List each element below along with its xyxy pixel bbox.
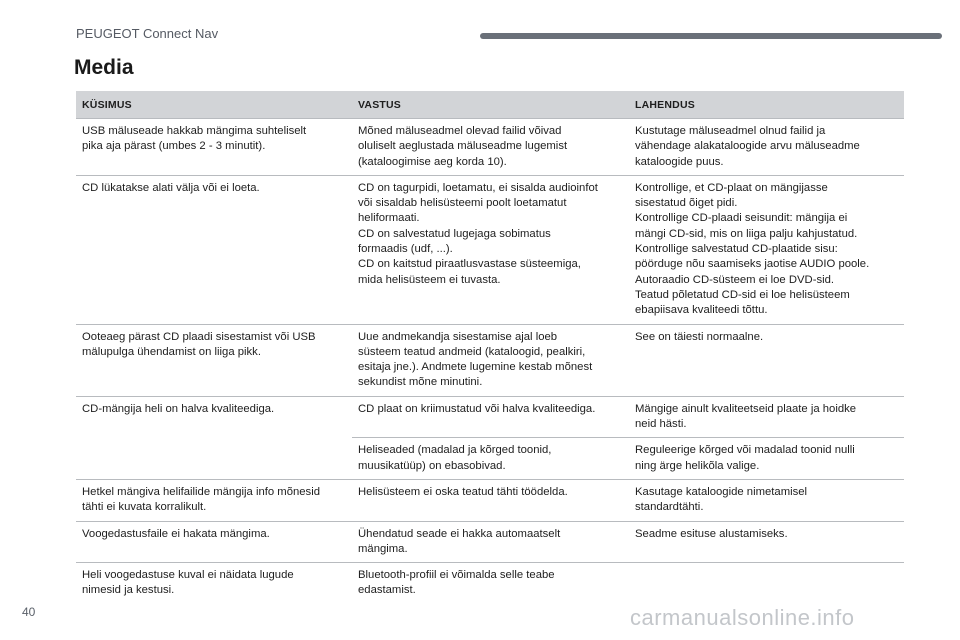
answer-cell bbox=[352, 119, 629, 176]
cell-text-line: pika aja pärast (umbes 2 - 3 minutit). bbox=[82, 140, 266, 153]
solution-cell bbox=[629, 175, 904, 324]
cell-text-line: CD on salvestatud lugejaga sobimatus bbox=[358, 227, 551, 240]
cell-text-line: CD on tagurpidi, loetamatu, ei sisalda audioinfot bbox=[358, 181, 598, 194]
cell-text-line: mälupulga ühendamist on liiga pikk. bbox=[82, 345, 261, 358]
question-cell bbox=[76, 563, 352, 604]
answer-cell bbox=[352, 396, 629, 438]
cell-text-line: Kontrollige, et CD-plaat on mängijasse bbox=[635, 181, 828, 194]
cell-text-line: CD lükatakse alati välja või ei loeta. bbox=[82, 181, 260, 194]
cell-text-line: ning ärge helikõla valige. bbox=[635, 459, 760, 472]
cell-text-line: Hetkel mängiva helifailide mängija info mõnesid bbox=[82, 485, 320, 498]
cell-text-line: pöörduge nõu saamiseks jaotise AUDIO poole. bbox=[635, 258, 870, 271]
solution-cell bbox=[629, 119, 904, 176]
table-row bbox=[76, 521, 904, 563]
cell-text-line: vähendage alakataloogide arvu mäluseadme bbox=[635, 140, 860, 153]
cell-text-line: tähti ei kuvata korralikult. bbox=[82, 501, 207, 514]
solution-cell bbox=[629, 521, 904, 563]
watermark: carmanualsonline.info bbox=[630, 605, 855, 630]
cell-text-line: kataloogide puus. bbox=[635, 155, 724, 168]
cell-text-line: Ooteaeg pärast CD plaadi sisestamist või USB bbox=[82, 330, 316, 343]
answer-cell bbox=[352, 324, 629, 396]
cell-text-line: mängi CD-sid, mis on liiga palju kahjustatud. bbox=[635, 227, 858, 240]
question-cell bbox=[76, 324, 352, 396]
cell-text-line: CD plaat on kriimustatud või halva kvaliteediga. bbox=[358, 402, 596, 415]
question-cell bbox=[76, 521, 352, 563]
header-bar bbox=[480, 33, 942, 39]
page-number: 40 bbox=[22, 605, 36, 619]
cell-text-line: mida helisüsteem ei tuvasta. bbox=[358, 273, 501, 286]
question-cell bbox=[76, 175, 352, 324]
question-cell bbox=[76, 438, 352, 480]
cell-text-line: Seadme esituse alustamiseks. bbox=[635, 527, 788, 540]
cell-text-line: Kontrollige salvestatud CD-plaatide sisu: bbox=[635, 243, 838, 256]
cell-text-line: Uue andmekandja sisestamise ajal loeb bbox=[358, 330, 558, 343]
solution-cell bbox=[629, 479, 904, 521]
table-row bbox=[76, 324, 904, 396]
cell-text-line: Ühendatud seade ei hakka automaatselt bbox=[358, 527, 561, 540]
table-row bbox=[76, 175, 904, 324]
table-row bbox=[76, 396, 904, 438]
answer-cell bbox=[352, 521, 629, 563]
cell-text-line: Teatud põletatud CD-sid ei loe helisüsteem bbox=[635, 288, 850, 301]
question-cell bbox=[76, 396, 352, 438]
cell-text-line: Reguleerige kõrged või madalad toonid nulli bbox=[635, 444, 855, 457]
question-cell bbox=[76, 479, 352, 521]
section-title: Media bbox=[74, 56, 134, 79]
solution-cell bbox=[629, 324, 904, 396]
cell-text-line: Bluetooth-profiil ei võimalda selle teabe bbox=[358, 569, 555, 582]
solution-cell bbox=[629, 563, 904, 604]
table-row bbox=[76, 479, 904, 521]
cell-text-line: süsteem teatud andmeid (kataloogid, pealkiri, bbox=[358, 345, 586, 358]
cell-text-line: Heliseaded (madalad ja kõrged toonid, bbox=[358, 444, 552, 457]
cell-text-line: Helisüsteem ei oska teatud tähti töödelda. bbox=[358, 485, 568, 498]
cell-text-line: Kontrollige CD-plaadi seisundit: mängija ei bbox=[635, 212, 848, 225]
question-cell bbox=[76, 119, 352, 176]
cell-text-line: standardtähti. bbox=[635, 501, 704, 514]
table-header-row bbox=[76, 91, 904, 119]
cell-text-line: oluliselt aeglustada mäluseadme lugemist bbox=[358, 140, 568, 153]
cell-text-line: See on täiesti normaalne. bbox=[635, 330, 764, 343]
header-title: PEUGEOT Connect Nav bbox=[76, 26, 219, 41]
cell-text-line: Heli voogedastuse kuval ei näidata lugude bbox=[82, 569, 294, 582]
column-header-answer: VASTUS bbox=[352, 91, 629, 119]
cell-text-line: Voogedastusfaile ei hakata mängima. bbox=[82, 527, 270, 540]
cell-text-line: Mõned mäluseadmel olevad failid võivad bbox=[358, 125, 562, 137]
solution-cell bbox=[629, 396, 904, 438]
cell-text-line: USB mäluseade hakkab mängima suhteliselt bbox=[82, 125, 307, 137]
answer-cell bbox=[352, 479, 629, 521]
cell-text-line: sekundist mõne minutini. bbox=[358, 376, 483, 389]
cell-text-line: neid hästi. bbox=[635, 418, 687, 431]
cell-text-line: esitaja jne.). Andmete lugemine kestab mõnest bbox=[358, 361, 593, 374]
table-row bbox=[76, 119, 904, 176]
cell-text-line: heliformaati. bbox=[358, 212, 420, 225]
cell-text-line: formaadis (udf, ...). bbox=[358, 243, 453, 256]
cell-text-line: või sisaldab helisüsteemi poolt loetamatut bbox=[358, 197, 567, 210]
column-header-question: KÜSIMUS bbox=[76, 91, 352, 119]
cell-text-line: CD on kaitstud piraatlusvastase süsteemiga, bbox=[358, 258, 581, 271]
cell-text-line: muusikatüüp) on ebasobivad. bbox=[358, 459, 506, 472]
cell-text-line: mängima. bbox=[358, 542, 408, 555]
cell-text-line: CD-mängija heli on halva kvaliteediga. bbox=[82, 402, 275, 415]
cell-text-line: (kataloogimise aeg korda 10). bbox=[358, 155, 507, 168]
table-row bbox=[76, 563, 904, 604]
cell-text-line: ebapiisava kvaliteedi tõttu. bbox=[635, 304, 768, 317]
faq-table bbox=[76, 91, 904, 604]
cell-text-line: Autoraadio CD-süsteem ei loe DVD-sid. bbox=[635, 273, 835, 286]
column-header-solution: LAHENDUS bbox=[629, 91, 904, 119]
cell-text-line: Mängige ainult kvaliteetseid plaate ja hoidke bbox=[635, 402, 857, 415]
answer-cell bbox=[352, 175, 629, 324]
cell-text-line: sisestatud õiget pidi. bbox=[635, 197, 738, 210]
answer-cell bbox=[352, 438, 629, 480]
cell-text-line: edastamist. bbox=[358, 584, 416, 597]
table-row bbox=[76, 438, 904, 480]
cell-text-line: Kustutage mäluseadmel olnud failid ja bbox=[635, 125, 826, 137]
answer-cell bbox=[352, 563, 629, 604]
cell-text-line: nimesid ja kestusi. bbox=[82, 584, 175, 597]
solution-cell bbox=[629, 438, 904, 480]
cell-text-line: Kasutage kataloogide nimetamisel bbox=[635, 485, 808, 498]
